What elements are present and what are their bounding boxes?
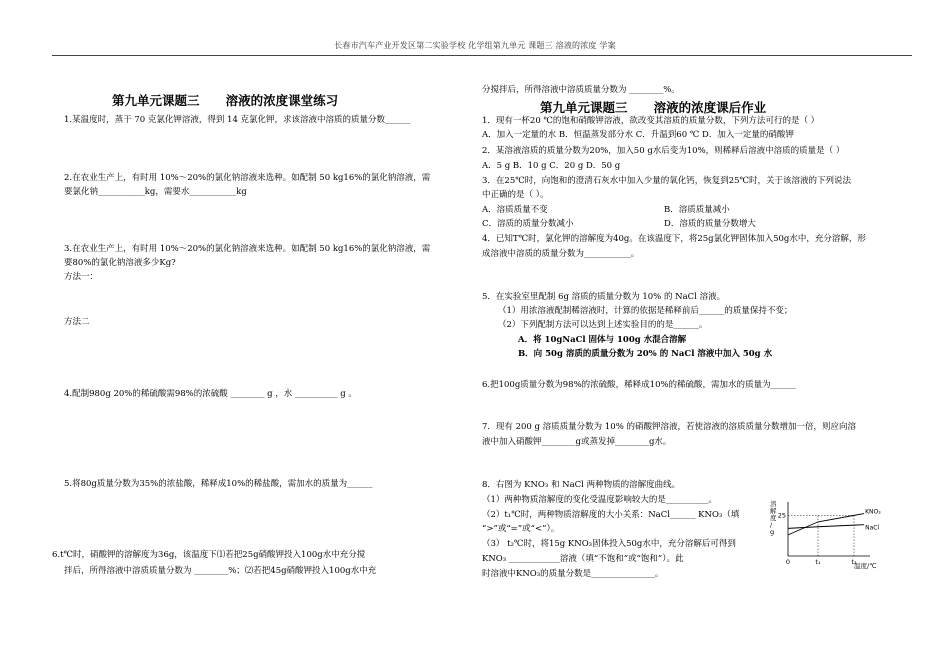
left-q3a: 3.在农业生产上，有时用 10%～20%的氯化钠溶液来选种。如配制 50 kg16%的氯化钠溶液，需: [64, 244, 431, 254]
left-q6a: 6.t℃时，硝酸钾的溶解度为36g，该温度下⑴若把25g硝酸钾投入100g水中充分搅: [52, 550, 366, 560]
right-q8-3b: KNO₃ ____________溶液（填“不饱和”或“饱和”）。此: [482, 554, 684, 564]
right-q8-1: （1）两种物质溶解度的变化受温度影响较大的是__________。: [482, 495, 717, 505]
x-tick-label: t₁: [815, 558, 821, 566]
left-q3b: 要80%的氯化钠溶液多少Kg?: [64, 258, 176, 268]
series-line-1: [788, 525, 864, 529]
x-tick-label: t₂: [851, 558, 857, 566]
right-q5-option-b: B．向 50g 溶质的质量分数为 20% 的 NaCl 溶液中加入 50g 水: [518, 349, 773, 359]
solubility-chart: [766, 496, 886, 574]
right-q4b: 成溶液中溶质的质量分数为___________。: [482, 249, 640, 259]
right-q3-option-d: D．溶质的质量分数增大: [664, 219, 756, 229]
left-q5: 5.将80g质量分数为35%的浓盐酸，稀释成10%的稀盐酸，需加水的质量为______: [64, 479, 373, 489]
y-tick-label: 25: [777, 511, 786, 520]
right-q3b: 中正确的是（ ）。: [482, 190, 549, 200]
right-q2-options: A．5 g B．10 g C．20 g D．50 g: [482, 161, 621, 171]
left-q2a: 2.在农业生产上，有时用 10%～20%的氯化钠溶液来选种。如配制 50 kg16%的氯化钠溶液，需: [64, 173, 431, 183]
right-q5: 5．在实验室里配制 6g 溶质的质量分数为 10% 的 NaCl 溶液。: [482, 292, 726, 302]
left-title: 第九单元课题三 溶液的浓度课堂练习: [112, 93, 339, 108]
right-q3-option-c: C．溶质的质量分数减小: [482, 219, 574, 229]
right-continuation: 分搅拌后，所得溶液中溶质质量分数为 ________%。: [482, 85, 680, 95]
left-q6b: 拌后，所得溶液中溶质质量分数为 ________%；⑵若把45g硝酸钾投入100g水中充: [64, 566, 377, 576]
series-label: NaCl: [865, 524, 880, 532]
right-q8-3a: （3） t₂℃时，将15g KNO₃固体投入50g水中，充分溶解后可得到: [482, 539, 736, 549]
right-q7b: 液中加入硝酸钾________g或蒸发掉________g水。: [482, 437, 672, 447]
header-rule: [52, 55, 912, 56]
chart-axes: [788, 502, 870, 556]
x-axis-label: 温度/℃: [854, 562, 877, 570]
series-label: KNO₃: [865, 508, 881, 516]
right-q5-1: （1）用浓溶液配制稀溶液时，计算的依据是稀释前后______的质量保持不变；: [498, 306, 793, 316]
series-line-0: [788, 514, 864, 535]
right-q8-2a: （2）t₁℃时，两种物质溶解度的大小关系：NaCl______ KNO₃（填: [482, 510, 740, 520]
right-q4a: 4．已知T℃时，氯化钾的溶解度为40g。在该温度下，将25g氯化钾固体加入50g水中，充分溶解，形: [482, 234, 866, 244]
left-method1: 方法一：: [64, 272, 99, 282]
left-q4: 4.配制980g 20%的稀硫酸需98%的浓硫酸 ________ g ，水 __________ g 。: [64, 389, 357, 399]
left-q2b: 要氯化钠___________kg，需要水___________kg: [64, 187, 247, 197]
right-q3-option-a: A．溶质质量不变: [482, 205, 548, 215]
right-q8: 8．右图为 KNO₃ 和 NaCl 两种物质的溶解度曲线。: [482, 480, 681, 490]
x-tick-label: 0: [785, 558, 791, 566]
right-q5-option-a: A．将 10gNaCl 固体与 100g 水混合溶解: [518, 335, 687, 345]
page-header: 长春市汽车产业开发区第二实验学校 化学组第九单元 课题三 溶液的浓度 学案: [334, 41, 616, 50]
right-q3a: 3．在25℃时，向饱和的澄清石灰水中加入少量的氧化钙，恢复到25℃时，关于该溶液的下列说法: [482, 176, 852, 186]
right-q7a: 7．现有 200 g 溶质质量分数为 10% 的硝酸钾溶液，若使溶液的溶质质量分数增加一倍，则应向溶: [482, 422, 856, 432]
left-q1: 1.某温度时，蒸干 70 克氯化钾溶液，得到 14 克氯化钾，求该溶液中溶质的质量分数______: [64, 115, 411, 125]
right-q1: 1．现有一杯20 ℃的饱和硝酸钾溶液，欲改变其溶质的质量分数，下列方法可行的是（ ）: [482, 116, 820, 126]
series-lines: [788, 509, 881, 535]
right-q2: 2．某溶液溶质的质量分数为20%，加入50 g水后变为10%，则稀释后溶液中溶质的质量是（ ）: [482, 146, 845, 156]
tick-labels: [778, 511, 857, 566]
left-method2: 方法二: [64, 317, 90, 327]
right-q6: 6.把100g质量分数为98%的浓硫酸，稀释成10%的稀硫酸，需加水的质量为______: [482, 380, 797, 390]
y-axis-label: 溶解度/ g: [770, 500, 777, 536]
right-q8-2b: “>”或“=”或“<”）。: [482, 524, 560, 534]
right-q5-2: （2）下列配制方法可以达到上述实验目的的是______。: [498, 320, 708, 330]
right-q8-3c: 时溶液中KNO₃的质量分数是_______________。: [482, 569, 664, 579]
right-title: 第九单元课题三 溶液的浓度课后作业: [540, 100, 767, 115]
right-q3-option-b: B．溶质质量减小: [664, 205, 730, 215]
right-q1-options: A．加入一定量的水 B．恒温蒸发部分水 C．升温到60 ℃ D．加入一定量的硝酸钾: [482, 130, 794, 140]
